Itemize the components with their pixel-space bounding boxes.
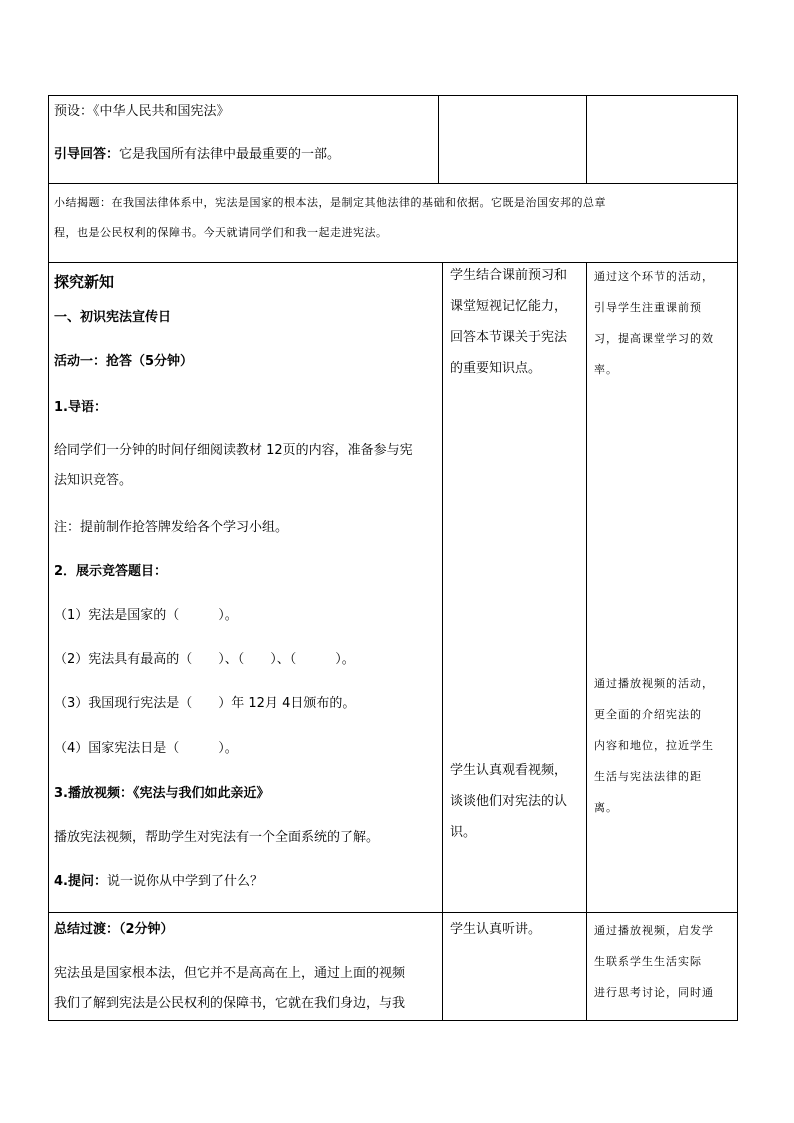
transition-intent-line-1: 通过播放视频，启发学 <box>594 924 714 937</box>
student-activity-1-line-3: 回答本节课关于宪法 <box>450 330 568 345</box>
intro-label: 1.导语： <box>54 400 107 415</box>
column-divider <box>586 262 587 1021</box>
table-border-left <box>48 95 49 1021</box>
guide-label: 引导回答： <box>54 147 120 162</box>
transition-line-2: 我们了解到宪法是公民权利的保障书，它就在我们身边，与我 <box>54 996 406 1011</box>
student-activity-2-line-2: 谈谈他们对宪法的认 <box>450 794 568 809</box>
column-divider <box>438 95 439 183</box>
activity-1-title: 活动一：抢答（5分钟） <box>54 354 194 369</box>
guide-answer <box>54 146 340 164</box>
transition-intent-line-2: 生联系学生生活实际 <box>594 955 702 968</box>
column-divider <box>442 262 443 1021</box>
student-activity-1-line-1: 学生结合课前预习和 <box>450 268 568 283</box>
row-divider <box>48 912 738 913</box>
student-activity-1-line-2: 课堂短视记忆能力， <box>450 299 568 314</box>
ask-text: 说一说你从中学到了什么？ <box>106 874 263 889</box>
ask-line <box>54 873 263 891</box>
quiz-question-2: （2）宪法具有最高的（ ）、（ ）、（ ）。 <box>54 652 355 667</box>
student-activity-1-line-4: 的重要知识点。 <box>450 361 542 376</box>
intent-2-line-3: 内容和地位，拉近学生 <box>594 739 714 752</box>
table-border-bottom <box>48 1020 738 1021</box>
transition-student: 学生认真听讲。 <box>450 922 542 937</box>
intro-line-1: 给同学们一分钟的时间仔细阅读教材 12页的内容，准备参与宪 <box>54 443 413 458</box>
row-divider <box>48 183 738 184</box>
intent-1-line-2: 引导学生注重课前预 <box>594 301 702 314</box>
preset-answer: 预设：《中华人民共和国宪法》 <box>54 104 230 119</box>
intent-2-line-1: 通过播放视频的活动， <box>594 677 714 690</box>
video-label: 3.播放视频：《宪法与我们如此亲近》 <box>54 786 270 801</box>
lesson-plan-table <box>48 95 738 1021</box>
quiz-question-4: （4）国家宪法日是（ ）。 <box>54 741 238 756</box>
intent-2-line-5: 离。 <box>594 801 618 814</box>
row-divider <box>48 262 738 263</box>
guide-text: 它是我国所有法律中最最重要的一部。 <box>119 147 341 162</box>
student-activity-2-line-1: 学生认真观看视频， <box>450 763 568 778</box>
transition-intent-line-3: 进行思考讨论，同时通 <box>594 986 714 999</box>
intent-2-line-2: 更全面的介绍宪法的 <box>594 708 702 721</box>
intent-1-line-4: 率。 <box>594 363 618 376</box>
video-text: 播放宪法视频，帮助学生对宪法有一个全面系统的了解。 <box>54 830 380 845</box>
note-text: 注：提前制作抢答牌发给各个学习小组。 <box>54 520 289 535</box>
intro-line-2: 法知识竞答。 <box>54 473 133 488</box>
intent-1-line-1: 通过这个环节的活动， <box>594 270 714 283</box>
section-1-title: 一、初识宪法宣传日 <box>54 310 172 325</box>
student-activity-2-line-3: 识。 <box>450 825 477 840</box>
table-border-right <box>737 95 738 1021</box>
quiz-question-1: （1）宪法是国家的（ ）。 <box>54 608 238 623</box>
transition-label: 总结过渡：（2分钟） <box>54 922 174 937</box>
intent-2-line-4: 生活与宪法法律的距 <box>594 770 702 783</box>
quiz-question-3: （3）我国现行宪法是（ ）年 12月 4日颁布的。 <box>54 696 356 711</box>
quiz-label: 2．展示竞答题目： <box>54 564 168 579</box>
table-border-top <box>48 95 738 96</box>
intent-1-line-3: 习，提高课堂学习的效 <box>594 332 714 345</box>
explore-heading: 探究新知 <box>54 273 115 291</box>
summary-line-2: 程，也是公民权利的保障书。今天就请同学们和我一起走进宪法。 <box>54 226 388 239</box>
column-divider <box>586 95 587 183</box>
summary-line-1: 小结揭题：在我国法律体系中，宪法是国家的根本法，是制定其他法律的基础和依据。它既是治国安邦的总章 <box>54 196 606 209</box>
ask-label: 4.提问： <box>54 874 107 889</box>
transition-line-1: 宪法虽是国家根本法，但它并不是高高在上，通过上面的视频 <box>54 966 406 981</box>
